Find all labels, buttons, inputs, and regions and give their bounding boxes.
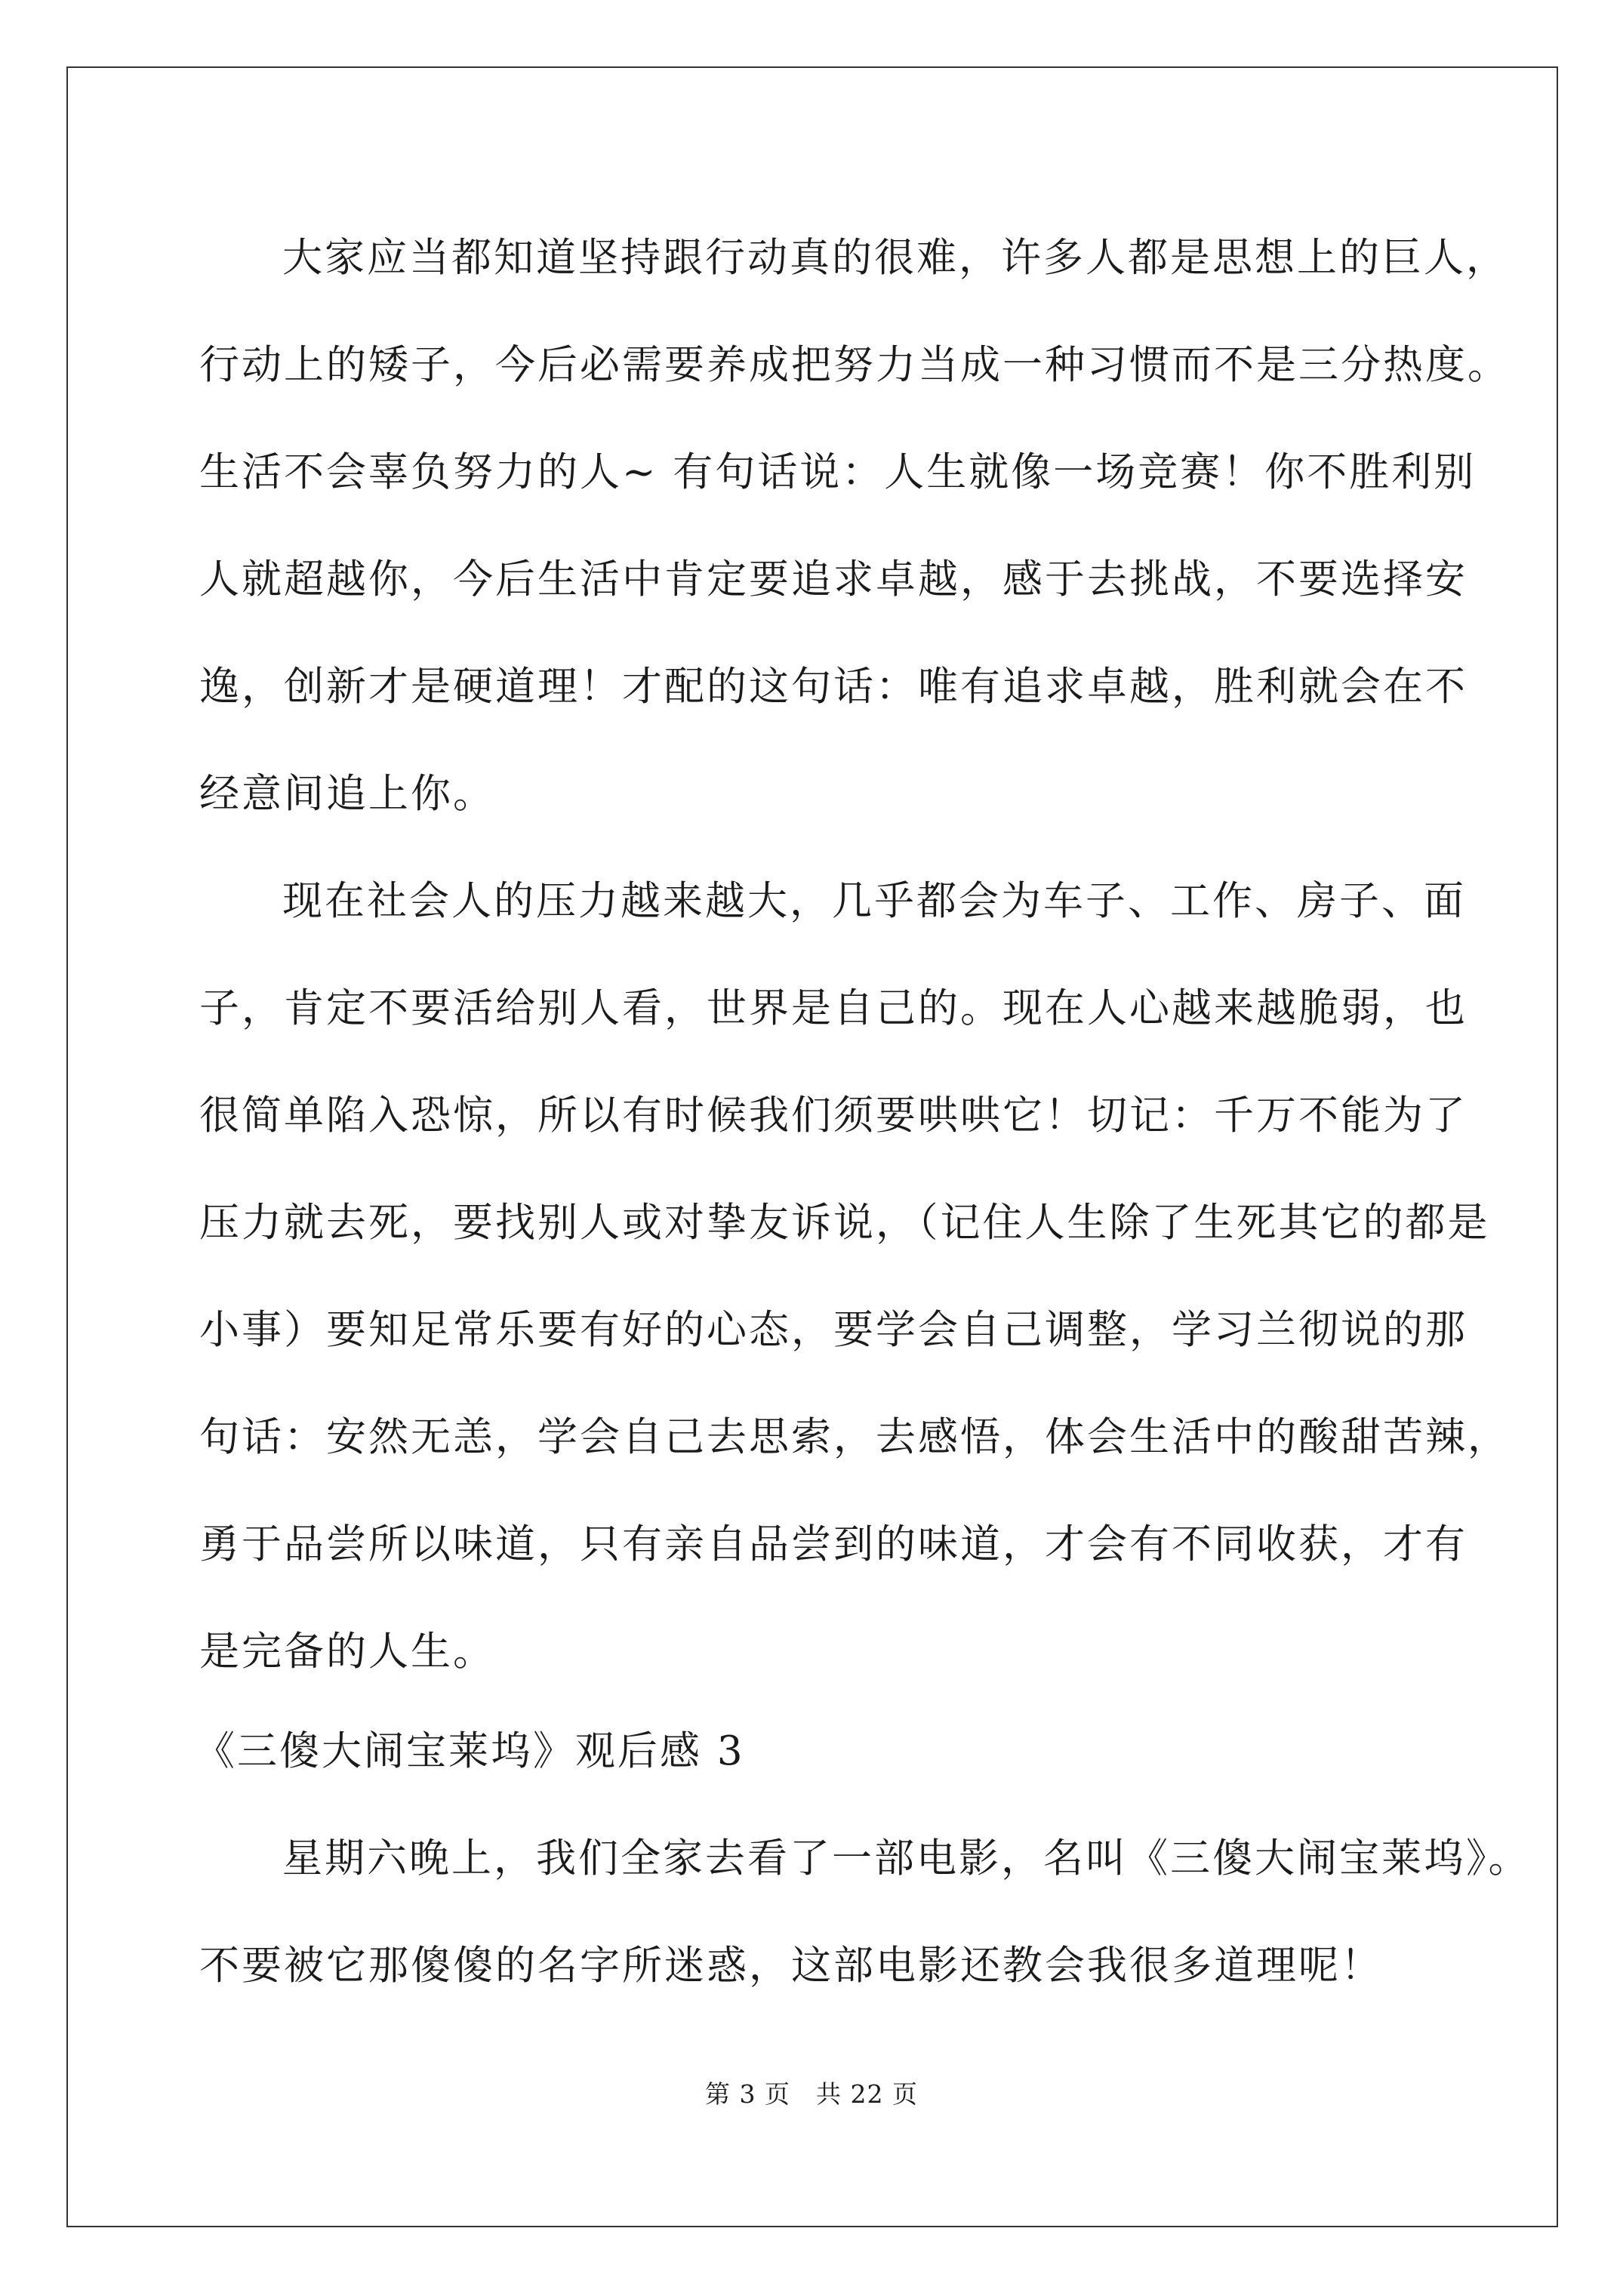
paragraph-line: 现在社会人的压力越来越大，几乎都会为车子、工作、房子、面 [282,878,1466,924]
paragraph-line: 星期六晚上，我们全家去看了一部电影，名叫《三傻大闹宝莱坞》。 [282,1835,1531,1881]
paragraph-line: 很简单陷入恐惊，所以有时候我们须要哄哄它！切记：千万不能为了 [199,1093,1467,1139]
paragraph-line: 压力就去死，要找别人或对挚友诉说，（记住人生除了生死其它的都是 [199,1200,1490,1246]
paragraph-line: 勇于品尝所以味道，只有亲自品尝到的味道，才会有不同收获，才有 [199,1521,1467,1567]
page-border [66,66,1558,2227]
paragraph-line: 子，肯定不要活给别人看，世界是自己的。现在人心越来越脆弱，也 [199,985,1467,1031]
page-footer: 第 3 页 共 22 页 [705,2079,918,2109]
paragraph-line: 是完备的人生。 [199,1629,495,1675]
paragraph-line: 经意间追上你。 [199,771,495,817]
paragraph-line: 行动上的矮子，今后必需要养成把努力当成一种习惯而不是三分热度。 [199,342,1510,388]
paragraph-line: 不要被它那傻傻的名字所迷惑，这部电影还教会我很多道理呢！ [199,1943,1383,1989]
paragraph-line: 大家应当都知道坚持跟行动真的很难，许多人都是思想上的巨人， [282,235,1508,281]
paragraph-line: 生活不会辜负努力的人~ 有句话说：人生就像一场竞赛！你不胜利别 [199,449,1477,495]
paragraph-line: 逸，创新才是硬道理！才配的这句话：唯有追求卓越，胜利就会在不 [199,664,1467,710]
paragraph-line: 小事）要知足常乐要有好的心态，要学会自己调整，学习兰彻说的那 [199,1307,1467,1353]
section-heading: 《三傻大闹宝莱坞》观后感 3 [195,1728,745,1774]
paragraph-line: 句话：安然无恙，学会自己去思索，去感悟，体会生活中的酸甜苦辣， [199,1414,1510,1460]
paragraph-line: 人就超越你，今后生活中肯定要追求卓越，感于去挑战，不要选择安 [199,556,1467,603]
